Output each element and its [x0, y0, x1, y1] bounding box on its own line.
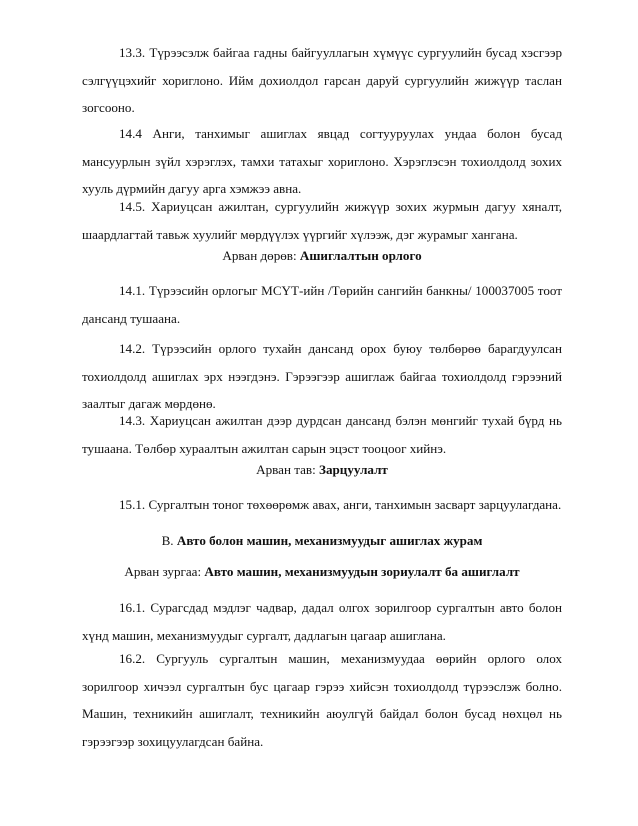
- chapter-heading-v: [82, 531, 562, 551]
- section-heading-16-prefix: Арван зургаа:: [124, 564, 205, 579]
- section-heading-16-title: Авто машин, механизмуудын зориулалт ба ашиглалт: [204, 564, 520, 579]
- paragraph-14-2: 14.2. Түрээсийн орлого тухайн дансанд орох буюу төлбөрөө барагдуулсан тохиолдолд ашиглах эрх нээгдэнэ. Гэрээгээр ашиглаж байгаа тохиолдолд гэрээний заалтыг дагаж мөрдөнө.: [82, 341, 562, 411]
- paragraph-15-1: 15.1. Сургалтын тоног төхөөрөмж авах, анги, танхимын засварт зарцуулагдана.: [119, 497, 562, 512]
- section-heading-15-title: Зарцуулалт: [319, 462, 388, 477]
- section-heading-14-title: Ашиглалтын орлого: [299, 248, 422, 263]
- section-heading-14-prefix: Арван дөрөв:: [222, 248, 300, 263]
- paragraph-16-1: 16.1. Сурагсдад мэдлэг чадвар, дадал олгох зорилгоор сургалтын авто болон хүнд машин, механизмуудыг сургалт, дадлагын цагаар ашиглана.: [82, 600, 562, 643]
- section-heading-14: [82, 246, 562, 266]
- paragraph-14-3: 14.3. Хариуцсан ажилтан дээр дурдсан дансанд бэлэн мөнгийг тухай бүрд нь тушаана. Төлбөр хураалтын ажилтан сарын эцэст тооцоог хийнэ.: [82, 413, 562, 456]
- paragraph-13-3: 13.3. Түрээсэлж байгаа гадны байгууллагын хүмүүс сургуулийн бусад хэсгээр сэлгүүцэхийг хориглоно. Ийм дохиолдол гарсан даруй сургуулийн жижүүр таслан зогсооно.: [82, 45, 562, 115]
- section-heading-15-prefix: Арван тав:: [256, 462, 320, 477]
- paragraph-14-1: 14.1. Түрээсийн орлогыг МСҮТ-ийн /Төрийн сангийн банкны/ 100037005 тоот дансанд тушаана.: [82, 283, 562, 326]
- section-heading-15: [82, 460, 562, 480]
- section-heading-16: [82, 562, 562, 582]
- chapter-heading-v-title: Авто болон машин, механизмуудыг ашиглах журам: [176, 533, 483, 548]
- paragraph-16-2: 16.2. Сургууль сургалтын машин, механизмуудаа өөрийн орлого олох зорилгоор хичээл сургалтын бус цагаар гэрээ хийсэн тохиолдолд түрээслэж болно. Машин, техникийн ашиглалт, техникийн аюулгүй байдал болон бусад нөхцөл нь гэрээгээр зохицуулагдсан байна.: [82, 651, 562, 749]
- chapter-heading-v-prefix: В.: [161, 533, 177, 548]
- paragraph-14-5: 14.5. Хариуцсан ажилтан, сургуулийн жижүүр зохих журмын дагуу хяналт, шаардлагтай тавьж хуулийг мөрдүүлэх үүргийг хүлээж, дэг журамыг хангана.: [82, 199, 562, 242]
- paragraph-14-4: 14.4 Анги, танхимыг ашиглах явцад согтууруулах ундаа болон бусад мансуурлын зүйл хэрэглэх, тамхи татахыг хориглоно. Хэрэглэсэн тохиолдолд зохих хууль дүрмийн дагуу арга хэмжээ авна.: [82, 126, 562, 196]
